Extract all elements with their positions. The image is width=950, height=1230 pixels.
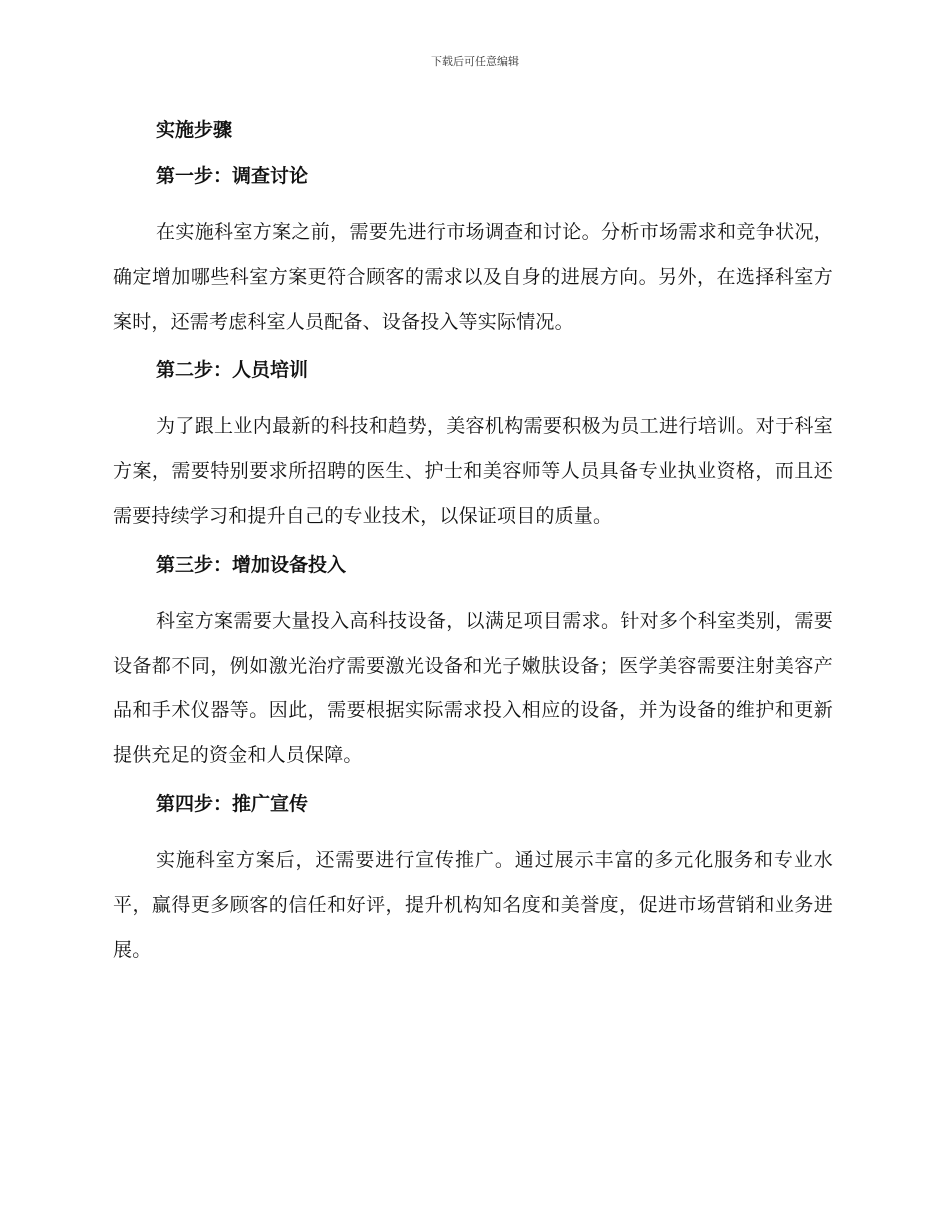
section-paragraph-1: 在实施科室方案之前，需要先进行市场调查和讨论。分析市场需求和竞争状况，确定增加哪些科室方案更符合顾客的需求以及自身的进展方向。另外，在选择科室方案时，还需考虑科室人员配备、设备投入等实际情况。 (113, 221, 833, 333)
section-paragraph-2: 为了跟上业内最新的科技和趋势，美容机构需要积极为员工进行培训。对于科室方案，需要特别要求所招聘的医生、护士和美容师等人员具备专业执业资格，而且还需要持续学习和提升自己的专业技术，以保证项目的质量。 (113, 415, 833, 527)
document-body (113, 108, 833, 986)
document-title: 实施步骤 (156, 119, 233, 141)
section-paragraph-3: 科室方案需要大量投入高科技设备，以满足项目需求。针对多个科室类别，需要设备都不同，例如激光治疗需要激光设备和光子嫩肤设备；医学美容需要注射美容产品和手术仪器等。因此，需要根据实际需求投入相应的设备，并为设备的维护和更新提供充足的资金和人员保障。 (113, 609, 833, 767)
section-heading-4: 第四步：推广宣传 (156, 792, 309, 815)
section-heading-2: 第二步：人员培训 (156, 359, 309, 382)
section-heading-3: 第三步：增加设备投入 (156, 553, 347, 576)
page-header: 下载后可任意编辑 (431, 55, 519, 68)
section-paragraph-4: 实施科室方案后，还需要进行宣传推广。通过展示丰富的多元化服务和专业水平，赢得更多顾客的信任和好评，提升机构知名度和美誉度，促进市场营销和业务进展。 (113, 848, 833, 961)
section-heading-1: 第一步：调查讨论 (156, 165, 309, 187)
